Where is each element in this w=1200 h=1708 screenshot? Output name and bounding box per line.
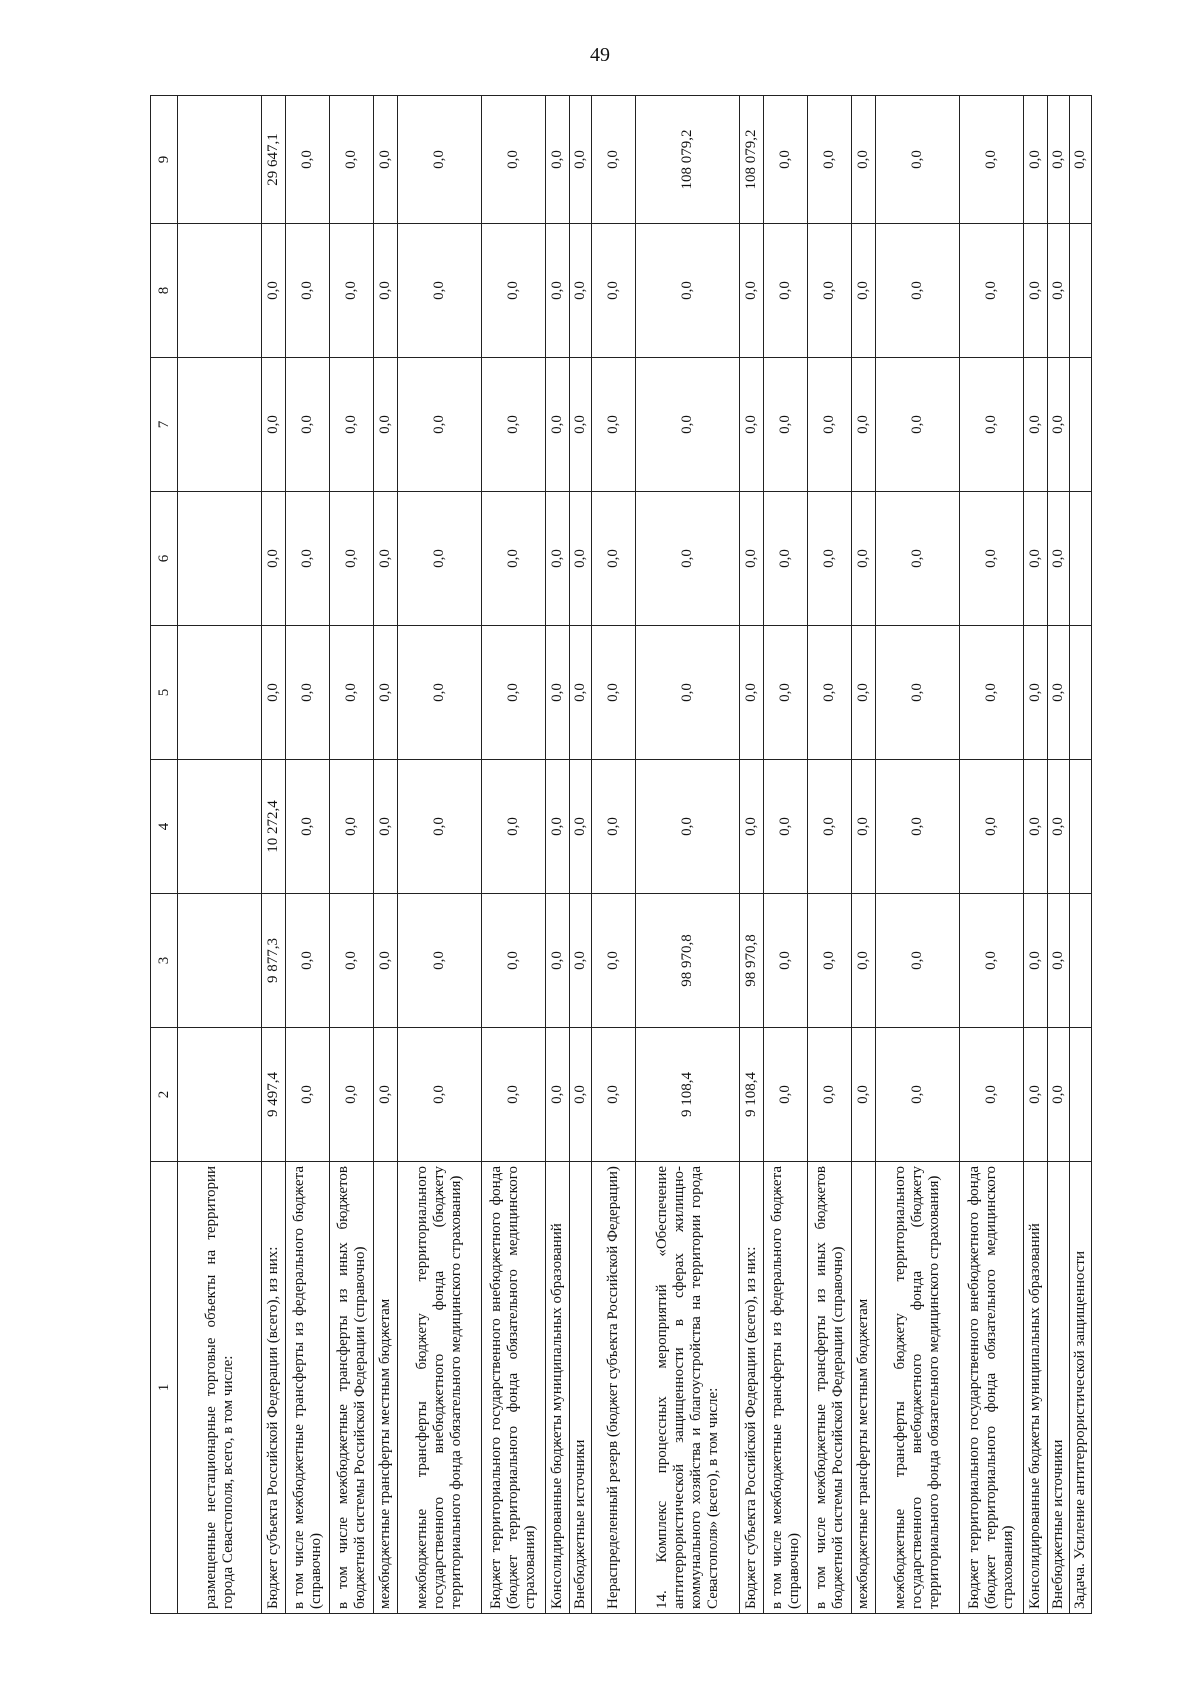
table-row (764, 96, 808, 1614)
amount-cell: 0,0 (546, 894, 570, 1028)
amount-cell (178, 1028, 262, 1162)
row-description: Бюджет территориального государственного внебюджетного фонда (бюджет территориального фонда обязательного медицинского страхования) (960, 1162, 1024, 1614)
amount-cell: 0,0 (482, 224, 546, 358)
amount-cell: 0,0 (330, 224, 374, 358)
row-description: межбюджетные трансферты бюджету территориального государственного внебюджетного фонда (бюджету территориального фонда обязательного медицинского страхования) (876, 1162, 960, 1614)
amount-cell: 0,0 (740, 492, 764, 626)
row-description: Бюджет субъекта Российской Федерации (всего), из них: (262, 1162, 286, 1614)
column-number: 3 (151, 894, 178, 1028)
amount-cell: 29 647,1 (262, 96, 286, 224)
amount-cell: 0,0 (374, 358, 398, 492)
amount-cell: 0,0 (592, 492, 636, 626)
amount-cell: 0,0 (570, 96, 592, 224)
amount-cell: 0,0 (1048, 626, 1070, 760)
amount-cell: 0,0 (808, 224, 852, 358)
amount-cell: 0,0 (570, 358, 592, 492)
row-description: в том числе межбюджетные трансферты из федерального бюджета (справочно) (286, 1162, 330, 1614)
row-description: Бюджет субъекта Российской Федерации (всего), из них: (740, 1162, 764, 1614)
amount-cell: 0,0 (960, 626, 1024, 760)
amount-cell: 0,0 (262, 626, 286, 760)
amount-cell (1070, 358, 1092, 492)
amount-cell: 0,0 (482, 96, 546, 224)
amount-cell: 0,0 (876, 224, 960, 358)
amount-cell: 0,0 (636, 626, 740, 760)
table-row (740, 96, 764, 1614)
amount-cell: 0,0 (286, 894, 330, 1028)
amount-cell: 0,0 (546, 224, 570, 358)
amount-cell: 0,0 (398, 224, 482, 358)
table-row (1070, 96, 1092, 1614)
amount-cell (178, 96, 262, 224)
amount-cell: 0,0 (1070, 96, 1092, 224)
table-row (852, 96, 876, 1614)
amount-cell: 0,0 (960, 894, 1024, 1028)
amount-cell: 0,0 (570, 894, 592, 1028)
amount-cell: 9 877,3 (262, 894, 286, 1028)
amount-cell: 0,0 (1024, 224, 1048, 358)
amount-cell: 9 497,4 (262, 1028, 286, 1162)
amount-cell: 0,0 (374, 96, 398, 224)
amount-cell: 0,0 (570, 1028, 592, 1162)
row-description: 14. Комплекс процессных мероприятий «Обеспечение антитеррористической защищенности в сферах жилищно-коммунального хозяйства и благоустройства на территории города Севастополя» (всего), в том числе: (636, 1162, 740, 1614)
table-row (546, 96, 570, 1614)
amount-cell: 0,0 (876, 358, 960, 492)
column-number: 7 (151, 358, 178, 492)
amount-cell: 0,0 (636, 492, 740, 626)
amount-cell: 0,0 (1024, 96, 1048, 224)
table-row (876, 96, 960, 1614)
column-number: 5 (151, 626, 178, 760)
amount-cell: 0,0 (764, 1028, 808, 1162)
amount-cell: 0,0 (286, 96, 330, 224)
amount-cell: 0,0 (852, 96, 876, 224)
amount-cell: 0,0 (374, 1028, 398, 1162)
amount-cell: 0,0 (546, 492, 570, 626)
amount-cell: 0,0 (570, 626, 592, 760)
amount-cell: 0,0 (262, 224, 286, 358)
amount-cell: 0,0 (286, 224, 330, 358)
amount-cell: 0,0 (876, 96, 960, 224)
amount-cell: 0,0 (876, 1028, 960, 1162)
amount-cell: 0,0 (960, 96, 1024, 224)
amount-cell: 0,0 (852, 1028, 876, 1162)
amount-cell: 0,0 (330, 358, 374, 492)
row-description: Нераспределенный резерв (бюджет субъекта Российской Федерации) (592, 1162, 636, 1614)
amount-cell: 0,0 (852, 492, 876, 626)
amount-cell: 0,0 (592, 894, 636, 1028)
amount-cell: 0,0 (374, 626, 398, 760)
page-number: 49 (590, 44, 610, 66)
amount-cell: 0,0 (808, 894, 852, 1028)
table-row (636, 96, 740, 1614)
table-row (1024, 96, 1048, 1614)
amount-cell: 0,0 (286, 358, 330, 492)
amount-cell: 0,0 (1048, 1028, 1070, 1162)
amount-cell: 0,0 (330, 1028, 374, 1162)
amount-cell: 0,0 (286, 492, 330, 626)
amount-cell: 0,0 (764, 96, 808, 224)
amount-cell: 0,0 (808, 492, 852, 626)
table-row (330, 96, 374, 1614)
amount-cell: 0,0 (876, 894, 960, 1028)
amount-cell: 0,0 (1048, 224, 1070, 358)
amount-cell: 0,0 (398, 626, 482, 760)
amount-cell: 0,0 (808, 96, 852, 224)
amount-cell (1070, 760, 1092, 894)
amount-cell: 0,0 (960, 224, 1024, 358)
row-description: межбюджетные трансферты бюджету территориального государственного внебюджетного фонда (бюджету территориального фонда обязательного медицинского страхования) (398, 1162, 482, 1614)
amount-cell: 0,0 (1024, 894, 1048, 1028)
row-description: Консолидированные бюджеты муниципальных образований (1024, 1162, 1048, 1614)
row-description: в том числе межбюджетные трансферты из федерального бюджета (справочно) (764, 1162, 808, 1614)
table-body (151, 96, 1092, 1614)
amount-cell: 0,0 (740, 626, 764, 760)
amount-cell: 0,0 (374, 224, 398, 358)
amount-cell: 0,0 (546, 358, 570, 492)
amount-cell: 0,0 (960, 1028, 1024, 1162)
amount-cell: 0,0 (592, 1028, 636, 1162)
amount-cell: 0,0 (546, 760, 570, 894)
amount-cell: 0,0 (482, 760, 546, 894)
amount-cell: 0,0 (398, 1028, 482, 1162)
amount-cell: 0,0 (398, 894, 482, 1028)
amount-cell: 0,0 (482, 492, 546, 626)
amount-cell (178, 358, 262, 492)
amount-cell: 0,0 (482, 1028, 546, 1162)
amount-cell: 9 108,4 (636, 1028, 740, 1162)
row-description: Задача. Усиление антитеррористической защищенности (1070, 1162, 1092, 1614)
row-description: межбюджетные трансферты местным бюджетам (852, 1162, 876, 1614)
amount-cell (1070, 492, 1092, 626)
amount-cell: 0,0 (764, 626, 808, 760)
amount-cell: 108 079,2 (636, 96, 740, 224)
amount-cell: 0,0 (960, 760, 1024, 894)
row-description: Консолидированные бюджеты муниципальных образований (546, 1162, 570, 1614)
amount-cell: 0,0 (740, 358, 764, 492)
amount-cell: 0,0 (546, 96, 570, 224)
amount-cell: 0,0 (808, 358, 852, 492)
table-row (592, 96, 636, 1614)
table-row (374, 96, 398, 1614)
row-description: Внебюджетные источники (1048, 1162, 1070, 1614)
amount-cell: 0,0 (1024, 626, 1048, 760)
amount-cell: 0,0 (592, 760, 636, 894)
amount-cell: 0,0 (740, 224, 764, 358)
column-number: 4 (151, 760, 178, 894)
amount-cell (178, 760, 262, 894)
amount-cell: 0,0 (960, 358, 1024, 492)
amount-cell: 0,0 (852, 224, 876, 358)
amount-cell: 0,0 (876, 760, 960, 894)
amount-cell: 0,0 (1048, 96, 1070, 224)
amount-cell: 0,0 (374, 492, 398, 626)
row-description: в том числе межбюджетные трансферты из иных бюджетов бюджетной системы Российской Федерации (справочно) (808, 1162, 852, 1614)
amount-cell: 0,0 (570, 760, 592, 894)
amount-cell: 108 079,2 (740, 96, 764, 224)
amount-cell: 0,0 (808, 626, 852, 760)
table-row (398, 96, 482, 1614)
table-frame (150, 96, 1088, 1614)
amount-cell: 98 970,8 (740, 894, 764, 1028)
amount-cell (178, 626, 262, 760)
amount-cell: 0,0 (398, 760, 482, 894)
amount-cell: 0,0 (808, 1028, 852, 1162)
rotated-table-wrapper (150, 96, 1088, 1614)
amount-cell: 0,0 (1048, 358, 1070, 492)
amount-cell (1070, 894, 1092, 1028)
amount-cell (178, 492, 262, 626)
amount-cell: 0,0 (592, 224, 636, 358)
amount-cell (178, 224, 262, 358)
amount-cell: 0,0 (960, 492, 1024, 626)
amount-cell: 0,0 (482, 894, 546, 1028)
amount-cell: 0,0 (374, 894, 398, 1028)
amount-cell: 0,0 (636, 224, 740, 358)
amount-cell: 0,0 (1024, 358, 1048, 492)
amount-cell: 0,0 (1048, 894, 1070, 1028)
amount-cell: 0,0 (398, 96, 482, 224)
amount-cell: 0,0 (330, 492, 374, 626)
row-description: размещенные нестационарные торговые объекты на территории города Севастополя, всего, в том числе: (178, 1162, 262, 1614)
column-number: 9 (151, 96, 178, 224)
amount-cell: 0,0 (764, 358, 808, 492)
amount-cell: 0,0 (764, 492, 808, 626)
amount-cell (1070, 224, 1092, 358)
amount-cell: 0,0 (592, 626, 636, 760)
amount-cell: 0,0 (286, 626, 330, 760)
amount-cell: 0,0 (398, 492, 482, 626)
amount-cell: 0,0 (764, 894, 808, 1028)
table-row (286, 96, 330, 1614)
row-description: Бюджет территориального государственного внебюджетного фонда (бюджет территориального фонда обязательного медицинского страхования) (482, 1162, 546, 1614)
amount-cell: 0,0 (570, 492, 592, 626)
amount-cell: 0,0 (330, 96, 374, 224)
column-number: 1 (151, 1162, 178, 1614)
amount-cell: 0,0 (740, 760, 764, 894)
amount-cell: 0,0 (1048, 760, 1070, 894)
amount-cell: 0,0 (852, 760, 876, 894)
amount-cell: 0,0 (764, 760, 808, 894)
table-row (808, 96, 852, 1614)
amount-cell: 0,0 (330, 626, 374, 760)
table-row (960, 96, 1024, 1614)
amount-cell (178, 894, 262, 1028)
amount-cell: 0,0 (852, 626, 876, 760)
amount-cell: 0,0 (286, 760, 330, 894)
amount-cell: 0,0 (592, 96, 636, 224)
table-row (570, 96, 592, 1614)
column-number-row (151, 96, 178, 1614)
amount-cell: 0,0 (1024, 1028, 1048, 1162)
amount-cell: 0,0 (398, 358, 482, 492)
amount-cell: 0,0 (482, 358, 546, 492)
amount-cell: 0,0 (546, 1028, 570, 1162)
table-row (178, 96, 262, 1614)
row-description: межбюджетные трансферты местным бюджетам (374, 1162, 398, 1614)
amount-cell: 0,0 (330, 760, 374, 894)
amount-cell: 0,0 (764, 224, 808, 358)
amount-cell: 0,0 (852, 358, 876, 492)
amount-cell: 0,0 (482, 626, 546, 760)
amount-cell: 98 970,8 (636, 894, 740, 1028)
amount-cell: 0,0 (1024, 760, 1048, 894)
amount-cell: 0,0 (636, 358, 740, 492)
amount-cell: 0,0 (1024, 492, 1048, 626)
amount-cell: 0,0 (286, 1028, 330, 1162)
amount-cell: 10 272,4 (262, 760, 286, 894)
amount-cell: 0,0 (262, 492, 286, 626)
amount-cell: 0,0 (374, 760, 398, 894)
column-number: 8 (151, 224, 178, 358)
amount-cell (1070, 626, 1092, 760)
amount-cell (1070, 1028, 1092, 1162)
amount-cell: 0,0 (852, 894, 876, 1028)
column-number: 2 (151, 1028, 178, 1162)
amount-cell: 0,0 (876, 492, 960, 626)
amount-cell: 0,0 (330, 894, 374, 1028)
amount-cell: 0,0 (262, 358, 286, 492)
amount-cell: 9 108,4 (740, 1028, 764, 1162)
row-description: Внебюджетные источники (570, 1162, 592, 1614)
amount-cell: 0,0 (592, 358, 636, 492)
table-row (262, 96, 286, 1614)
table-row (1048, 96, 1070, 1614)
table-row (482, 96, 546, 1614)
amount-cell: 0,0 (546, 626, 570, 760)
amount-cell: 0,0 (876, 626, 960, 760)
amount-cell: 0,0 (1048, 492, 1070, 626)
row-description: в том числе межбюджетные трансферты из иных бюджетов бюджетной системы Российской Федерации (справочно) (330, 1162, 374, 1614)
amount-cell: 0,0 (808, 760, 852, 894)
amount-cell: 0,0 (570, 224, 592, 358)
column-number: 6 (151, 492, 178, 626)
amount-cell: 0,0 (636, 760, 740, 894)
budget-table (150, 95, 1092, 1614)
